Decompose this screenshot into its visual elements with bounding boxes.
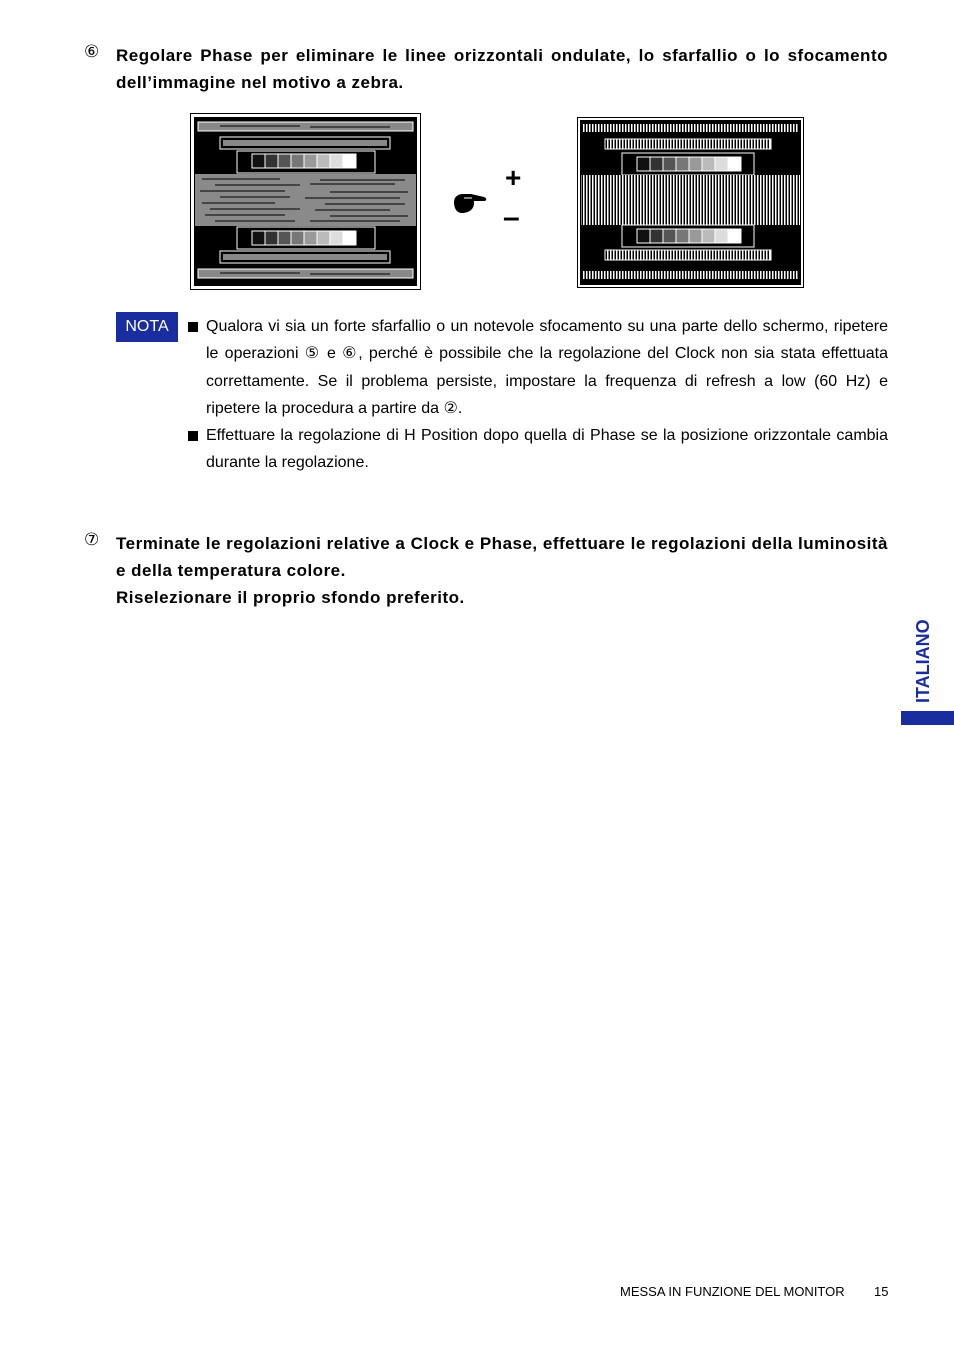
- nota-item-text: Effettuare la regolazione di H Position dopo quella di Phase se la posizione orizzontale cambia durante la regolazione.: [206, 427, 888, 472]
- footer-section-title: MESSA IN FUNZIONE DEL MONITOR: [620, 1284, 845, 1299]
- step-number: ⑦: [84, 530, 100, 550]
- step-7-text-2: Riselezionare il proprio sfondo preferito.: [116, 588, 465, 607]
- minus-symbol: –: [503, 201, 520, 234]
- nota-badge: NOTA: [116, 312, 178, 342]
- nota-list: [188, 313, 888, 477]
- monitor-distorted-illustration: [190, 113, 421, 290]
- page-number: 15: [874, 1284, 889, 1299]
- step-7-text: Terminate le regolazioni relative a Clock e Phase, effettuare le regolazioni della luminosità e della temperatura colore.: [116, 534, 888, 580]
- nota-item-text: Qualora vi sia un forte sfarfallio o un notevole sfocamento su una parte dello schermo, ripetere le operazioni ⑤ e ⑥, perché è possibile che la regolazione del Clock non sia stata effettuata correttamente. Se il problema persiste, impostare la frequenza di refresh a low (60 Hz) e ripetere la procedura a partire da ②.: [206, 318, 888, 417]
- step-6-text: Regolare Phase per eliminare le linee orizzontali ondulate, lo sfarfallio o lo sfocamento dell’immagine nel motivo a zebra.: [116, 46, 888, 92]
- language-label: ITALIANO: [913, 619, 933, 703]
- pointing-hand-icon: [452, 190, 490, 216]
- nota-item: [188, 422, 888, 477]
- language-tab: [901, 711, 954, 725]
- square-bullet-icon: [188, 322, 198, 332]
- step-7: [84, 530, 888, 611]
- step-6: [84, 42, 888, 96]
- plus-symbol: +: [505, 162, 522, 193]
- monitor-correct-illustration: [577, 117, 804, 288]
- nota-item: [188, 313, 888, 422]
- square-bullet-icon: [188, 431, 198, 441]
- step-number: ⑥: [84, 42, 100, 62]
